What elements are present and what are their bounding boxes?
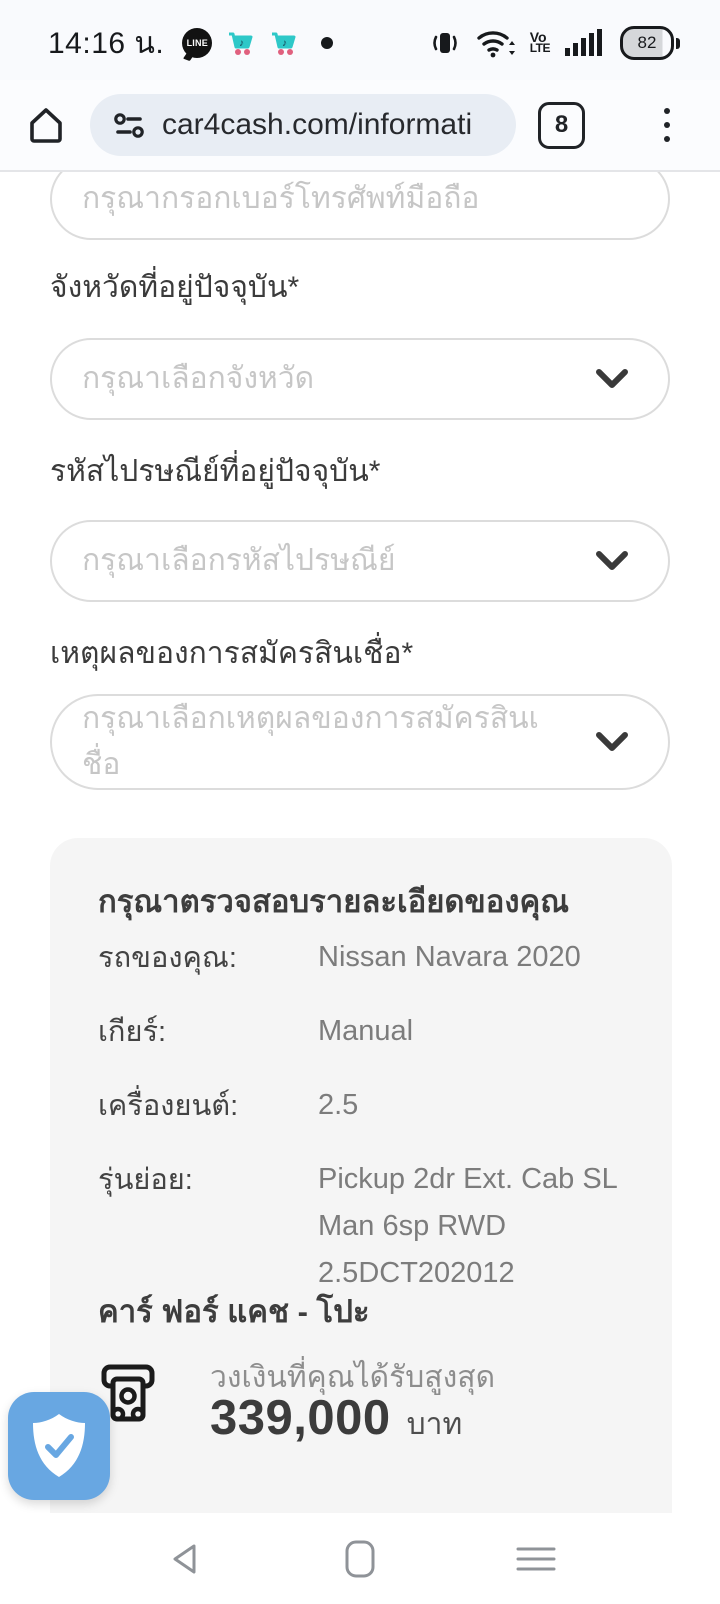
vibrate-icon [430,28,460,58]
postcode-placeholder: กรุณาเลือกรหัสไปรษณีย์ [82,544,396,577]
line-app-icon: LINE [182,28,212,58]
recent-apps-button[interactable] [448,1544,624,1574]
web-page [0,172,720,1513]
loan-reason-select[interactable] [50,694,670,790]
province-select[interactable] [50,338,670,420]
product-title: คาร์ ฟอร์ แคช - โปะ [98,1294,370,1329]
system-status-icons [430,26,680,60]
shopping-cart-icon [225,28,255,58]
vehicle-summary-card [50,838,672,1513]
credit-limit-label: วงเงินที่คุณได้รับสูงสุด [210,1361,496,1394]
phone-input-placeholder: กรุณากรอกเบอร์โทรศัพท์มือถือ [82,182,480,215]
chevron-down-icon [594,550,630,572]
postcode-label: รหัสไปรษณีย์ที่อยู่ปัจจุบัน* [50,455,381,488]
battery-percent: 82 [637,33,657,52]
url-bar[interactable] [90,94,516,156]
credit-limit-amount: 339,000 [210,1391,391,1445]
notification-icons [182,28,333,58]
home-button[interactable] [24,103,68,147]
home-icon [24,103,68,147]
status-bar [0,0,720,80]
currency-unit: บาท [406,1408,463,1441]
url-text: car4cash.com/informati [162,108,473,141]
loan-reason-label: เหตุผลของการสมัครสินเชื่อ* [50,637,414,670]
chevron-down-icon [594,368,630,390]
row-label: รุ่นย่อย: [98,1164,193,1196]
row-label: เครื่องยนต์: [98,1090,239,1122]
browser-menu-button[interactable] [664,108,670,142]
shield-check-icon [27,1411,91,1481]
wifi-icon [475,27,515,59]
page-controls-icon [112,108,146,142]
battery-icon [620,26,680,60]
loan-reason-placeholder: กรุณาเลือกเหตุผลของการสมัครสินเชื่อ [82,702,539,781]
row-value: Pickup 2dr Ext. Cab SL Man 6sp RWD 2.5DCT202012 [318,1163,617,1289]
phone-number-input[interactable] [50,172,670,240]
recents-icon [515,1544,557,1574]
chevron-down-icon [594,731,630,753]
browser-toolbar [0,80,720,172]
summary-card-title: กรุณาตรวจสอบรายละเอียดของคุณ [98,884,569,919]
shopping-cart-icon [268,28,298,58]
postcode-select[interactable] [50,520,670,602]
home-pill-icon [344,1539,376,1579]
row-value: 2.5 [318,1089,359,1121]
signal-strength-icon [565,28,605,58]
home-nav-button[interactable] [272,1539,448,1579]
tab-count: 8 [554,111,569,138]
row-label: เกียร์: [98,1016,167,1048]
notification-dot-icon [321,37,333,49]
security-shield-button[interactable] [8,1392,110,1500]
credit-limit-amount-row [210,1390,462,1448]
clock: 14:16 น. [48,26,165,60]
volte-icon: Vo LTE [529,29,550,55]
row-value: Manual [318,1015,414,1047]
tab-switcher-button[interactable] [538,102,585,149]
android-navigation-bar [0,1513,720,1604]
row-label: รถของคุณ: [98,942,237,974]
svg-text:♪: ♪ [282,38,288,49]
province-placeholder: กรุณาเลือกจังหวัด [82,362,315,395]
svg-text:♪: ♪ [239,38,245,49]
row-value: Nissan Navara 2020 [318,941,581,973]
back-icon [169,1542,199,1576]
province-label: จังหวัดที่อยู่ปัจจุบัน* [50,271,300,304]
kebab-menu-icon [664,108,670,114]
back-button[interactable] [96,1542,272,1576]
